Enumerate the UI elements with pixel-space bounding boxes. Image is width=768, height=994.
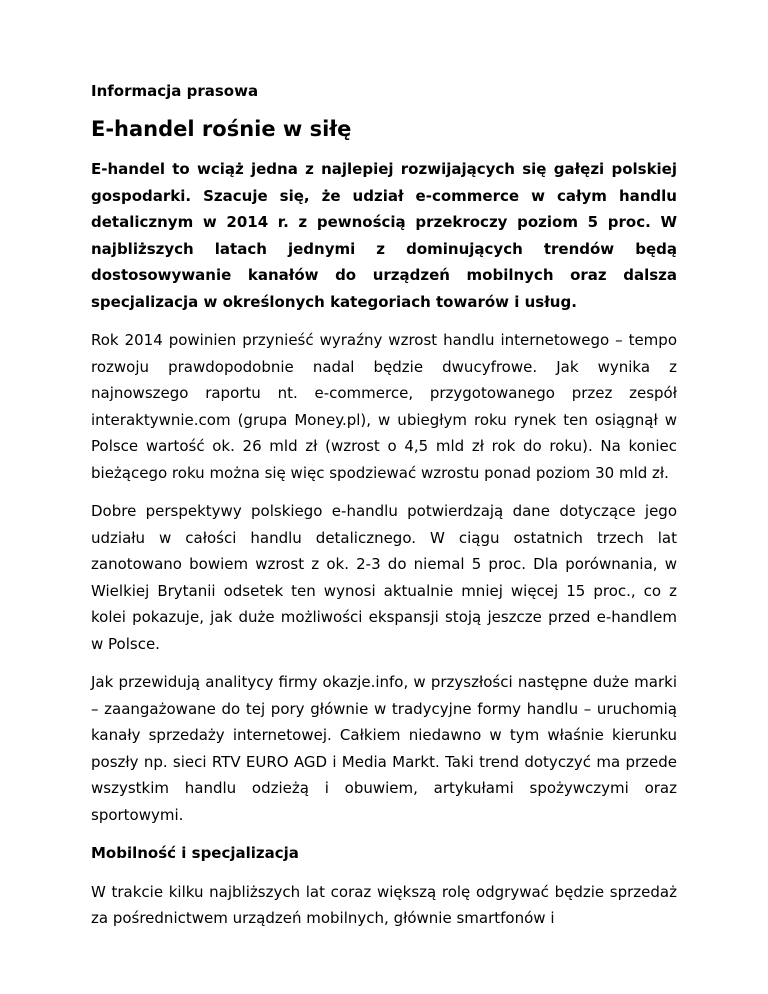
body-paragraph-2: Dobre perspektywy polskiego e-handlu potwierdzają dane dotyczące jego udziału w całości handlu detalicznego. W ciągu ostatnich trzech lat zanotowano bowiem wzrost z ok. 2-3 do niemal 5 proc. Dla porównania, w Wielkiej Brytanii odsetek ten wynosi aktualnie mniej więcej 15 proc., co z kolei pokazuje, jak duże możliwości ekspansji stoją jeszcze przed e-handlem w Polsce. [91,502,677,653]
body-paragraph-1: Rok 2014 powinien przynieść wyraźny wzrost handlu internetowego – tempo rozwoju prawdopodobnie nadal będzie dwucyfrowe. Jak wynika z najnowszego raportu nt. e-commerce, przygotowanego przez zespół interaktywnie.com (grupa Money.pl), w ubiegłym roku rynek ten osiągnął w Polsce wartość ok. 26 mld zł (wzrost o 4,5 mld zł rok do roku). Na koniec bieżącego roku można się więc spodziewać wzrostu ponad poziom 30 mld zł. [91,331,677,482]
article-title: E-handel rośnie w siłę [91,117,352,141]
press-release-label: Informacja prasowa [91,82,259,100]
section-heading: Mobilność i specjalizacja [91,844,299,862]
document-body [91,78,677,944]
body-paragraph-4: W trakcie kilku najbliższych lat coraz większą rolę odgrywać będzie sprzedaż za pośrednictwem urządzeń mobilnych, głównie smartfonów i [91,882,677,927]
body-paragraph-3: Jak przewidują analitycy firmy okazje.info, w przyszłości następne duże marki – zaangażowane do tej pory głównie w tradycyjne formy handlu – uruchomią kanały sprzedaży internetowej. Całkiem niedawno w tym właśnie kierunku poszły np. sieci RTV EURO AGD i Media Markt. Taki trend dotyczyć ma przede wszystkim handlu odzieżą i obuwiem, artykułami spożywczymi oraz sportowymi. [91,673,677,824]
lead-paragraph: E-handel to wciąż jedna z najlepiej rozwijających się gałęzi polskiej gospodarki. Szacuje się, że udział e-commerce w całym handlu detalicznym w 2014 r. z pewnością przekroczy poziom 5 proc. W najbliższych latach jednymi z dominujących trendów będą dostosowywanie kanałów do urządzeń mobilnych oraz dalsza specjalizacja w określonych kategoriach towarów i usług. [91,160,677,311]
